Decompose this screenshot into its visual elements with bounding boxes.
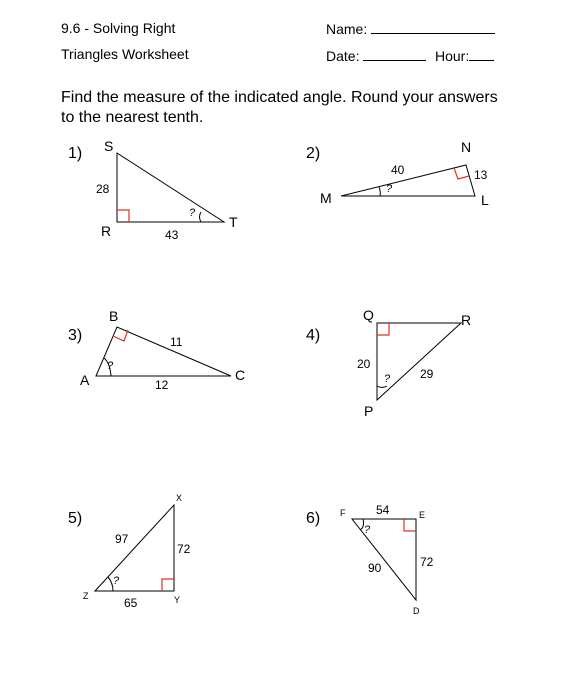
side-length: 13 <box>474 168 488 182</box>
vertex-label: T <box>229 214 238 230</box>
vertex-label: B <box>109 308 119 324</box>
right-angle-marker-2 <box>454 168 469 179</box>
vertex-label: R <box>461 312 472 328</box>
side-length: 90 <box>368 561 382 575</box>
vertex-label: M <box>320 190 332 206</box>
instructions: Find the measure of the indicated angle. Round your answers to the nearest tenth. <box>61 89 498 126</box>
side-length: 97 <box>115 532 129 546</box>
problem-number-3: 3) <box>68 327 83 344</box>
right-angle-marker-5 <box>162 579 174 591</box>
unknown-angle-label: ? <box>386 183 393 195</box>
vertex-label: L <box>481 192 489 208</box>
unknown-angle-label: ? <box>113 575 120 587</box>
right-angle-marker-4 <box>377 323 389 335</box>
side-length: 72 <box>177 542 191 556</box>
vertex-label: D <box>413 606 420 616</box>
side-length: 29 <box>420 367 434 381</box>
vertex-label: F <box>340 508 346 518</box>
vertex-label: A <box>80 372 90 388</box>
triangle-1 <box>117 153 224 222</box>
side-length: 43 <box>165 228 179 242</box>
side-length: 20 <box>357 357 371 371</box>
vertex-label: Y <box>174 595 181 605</box>
side-length: 28 <box>96 182 110 196</box>
triangle-5 <box>95 505 174 591</box>
angle-arc-4 <box>377 386 387 388</box>
problem-number-1: 1) <box>68 145 83 162</box>
problem-number-4: 4) <box>306 327 321 344</box>
vertex-label: X <box>176 493 183 503</box>
right-angle-marker-1 <box>117 210 129 222</box>
worksheet-title-line1: 9.6 - Solving Right <box>61 20 176 36</box>
problem-number-6: 6) <box>306 510 321 527</box>
side-length: 65 <box>124 596 138 610</box>
vertex-label: R <box>101 223 112 239</box>
worksheet-title-line2: Triangles Worksheet <box>61 46 189 62</box>
vertex-label: S <box>104 138 114 154</box>
side-length: 12 <box>155 378 169 392</box>
side-length: 72 <box>420 555 434 569</box>
vertex-label: E <box>419 510 426 520</box>
problem-number-2: 2) <box>306 145 321 162</box>
vertex-label: C <box>235 367 246 383</box>
triangle-3 <box>96 327 231 376</box>
unknown-angle-label: ? <box>107 360 114 372</box>
angle-arc-2 <box>379 187 380 196</box>
side-length: 11 <box>170 335 183 349</box>
side-length: 54 <box>376 503 390 517</box>
unknown-angle-label: ? <box>189 207 196 219</box>
right-angle-marker-6 <box>404 519 416 531</box>
unknown-angle-label: ? <box>384 373 391 385</box>
date-label: Date: <box>326 48 360 64</box>
hour-label: Hour: <box>435 48 470 64</box>
vertex-label: Q <box>363 307 374 323</box>
problem-number-5: 5) <box>68 510 83 527</box>
vertex-label: N <box>461 139 472 155</box>
vertex-label: P <box>364 403 374 419</box>
unknown-angle-label: ? <box>364 524 371 536</box>
side-length: 40 <box>391 163 405 177</box>
vertex-label: Z <box>83 591 89 601</box>
angle-arc-1 <box>200 212 202 222</box>
name-label: Name: <box>326 21 368 37</box>
